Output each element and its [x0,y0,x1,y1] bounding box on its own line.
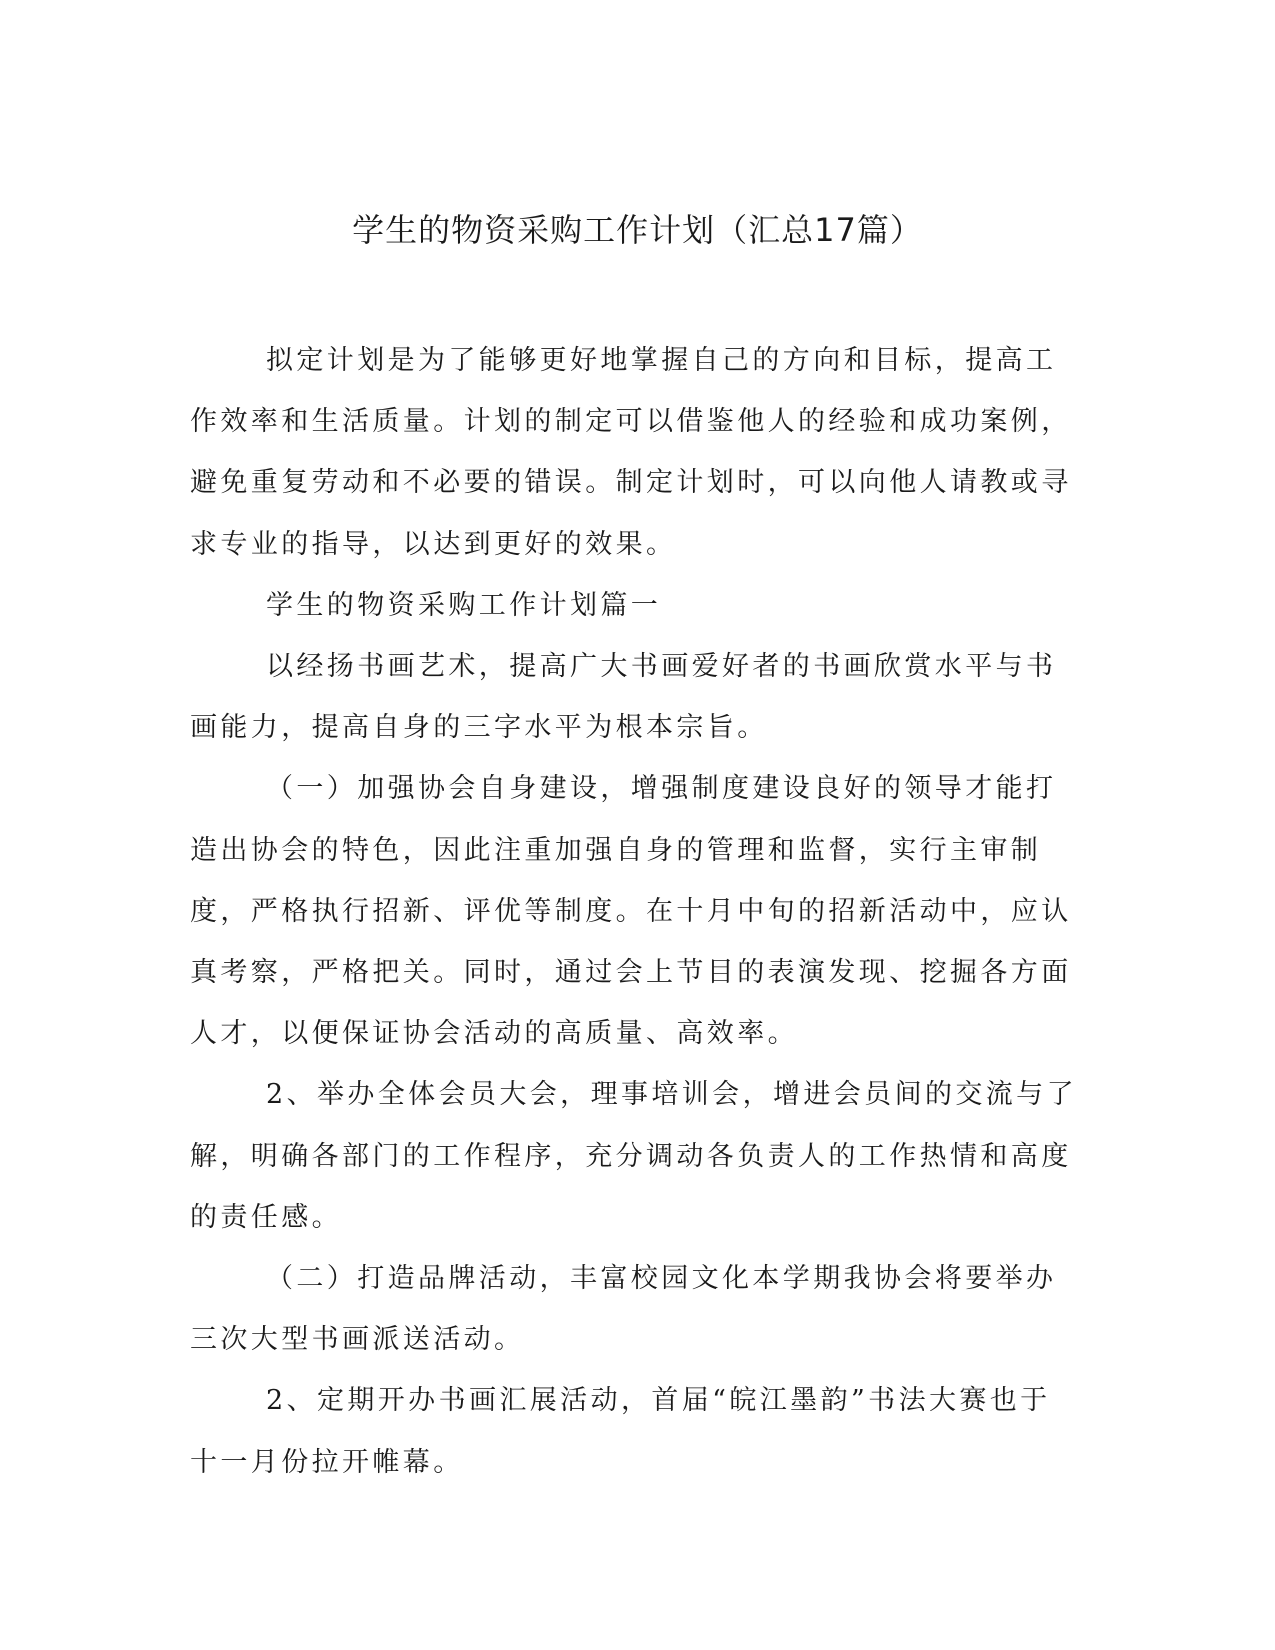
document-title: 学生的物资采购工作计划（汇总17篇） [352,211,923,249]
section-heading: 学生的物资采购工作计划篇一 [266,589,662,621]
purpose-paragraph: 以经扬书画艺术，提高广大书画爱好者的书画欣赏水平与书画能力，提高自身的三字水平为根本宗旨。 [190,651,1057,744]
exhibition-paragraph: 2、定期开办书画汇展活动，首届“皖江墨韵”书法大赛也于十一月份拉开帷幕。 [190,1385,1051,1478]
member-meeting-paragraph: 2、举办全体会员大会，理事培训会，增进会员间的交流与了解，明确各部门的工作程序，充分调动各负责人的工作热情和高度的责任感。 [190,1079,1077,1233]
intro-paragraph: 拟定计划是为了能够更好地掌握自己的方向和目标，提高工作效率和生活质量。计划的制定可以借鉴他人的经验和成功案例，避免重复劳动和不必要的错误。制定计划时，可以向他人请教或寻求专业的指导，以达到更好的效果。 [190,345,1072,560]
document-body [190,330,1080,1493]
section-one-paragraph: （一）加强协会自身建设，增强制度建设良好的领导才能打造出协会的特色，因此注重加强自身的管理和监督，实行主审制度，严格执行招新、评优等制度。在十月中旬的招新活动中，应认真考察，严格把关。同时，通过会上节目的表演发现、挖掘各方面人才，以便保证协会活动的高质量、高效率。 [190,773,1072,1050]
section-two-paragraph: （二）打造品牌活动，丰富校园文化本学期我协会将要举办三次大型书画派送活动。 [190,1263,1057,1356]
